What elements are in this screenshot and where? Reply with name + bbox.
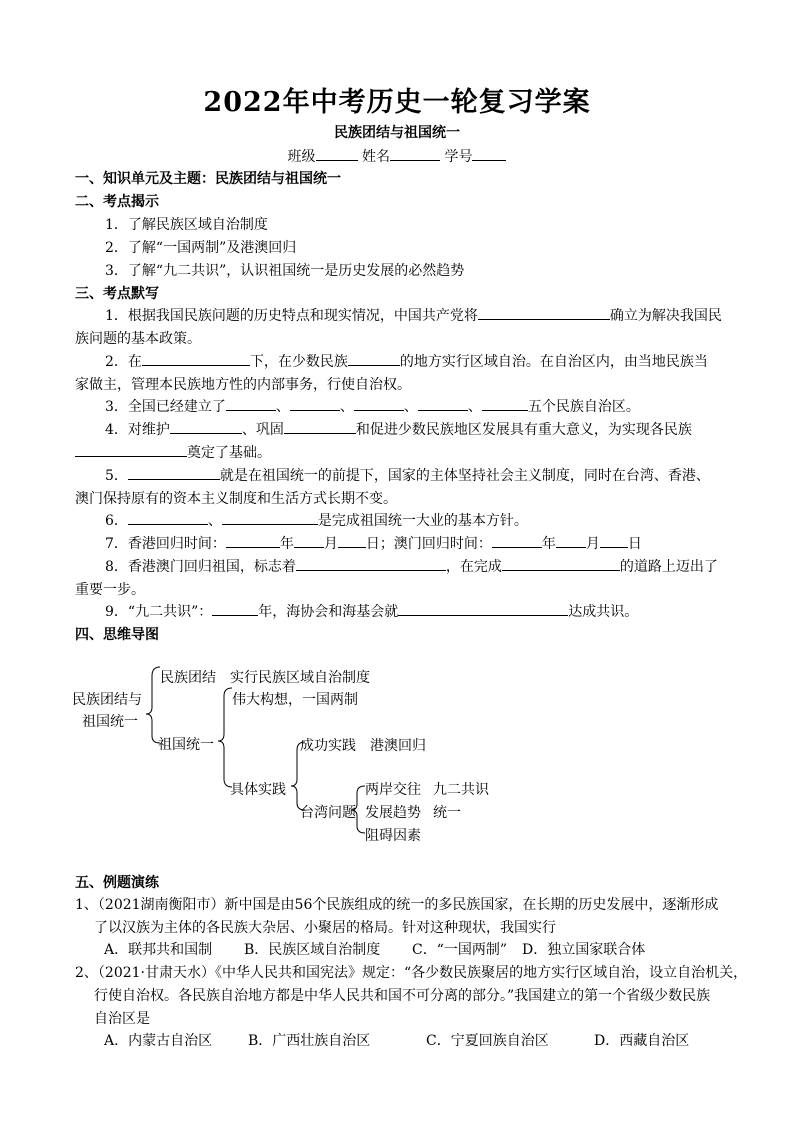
mindmap-success-detail: 港澳回归 <box>370 738 426 754</box>
fill-q5-cont: 澳门保持原有的资本主义制度和生活方式长期不变。 <box>75 491 397 507</box>
example-1-option-d: D．独立国家联合体 <box>522 942 646 958</box>
mindmap-root-line1: 民族团结与 <box>72 692 142 708</box>
mindmap-taiwan: 台湾问题 <box>300 805 356 821</box>
point-2: 2．了解“一国两制”及港澳回归 <box>105 240 297 256</box>
example-1-line1: 1、（2021湖南衡阳市）新中国是由56个民族组成的统一的多民族国家，在长期的历史发展中，逐渐形成 <box>75 897 719 913</box>
mindmap-t1-detail: 九二共识 <box>433 782 489 798</box>
page-subtitle: 民族团结与祖国统一 <box>334 125 460 141</box>
fill-q3: 3．全国已经建立了 、 、 、 、 五个民族自治区。 <box>105 399 640 415</box>
fill-q7: 7．香港回归时间： 年 月 日；澳门回归时间： 年 月 日 <box>105 536 642 552</box>
point-1: 1．了解民族区域自治制度 <box>105 217 268 233</box>
example-1-option-b: B．民族区域自治制度 <box>244 942 381 958</box>
example-1-option-c: C．“一国两制” <box>412 942 508 958</box>
fill-q2-cont: 家做主，管理本民族地方性的内部事务，行使自治权。 <box>75 377 411 393</box>
mindmap-t2-detail: 统一 <box>433 805 461 821</box>
mindmap-t3: 阻碍因素 <box>365 828 421 844</box>
example-1-option-a: A．联邦共和国制 <box>104 942 213 958</box>
fill-q5: 5． 就是在祖国统一的前提下，国家的主体坚持社会主义制度，同时在台湾、香港、 <box>105 468 710 484</box>
mindmap-unity: 民族团结 <box>160 670 216 686</box>
fill-q4: 4．对维护 、巩固 和促进少数民族地区发展具有重大意义，为实现各民族 <box>105 422 692 438</box>
mindmap-concept: 伟大构想，一国两制 <box>232 692 358 708</box>
fill-q4-cont: 奠定了基础。 <box>75 442 723 462</box>
id-label: 学号 <box>444 149 473 165</box>
example-2-line3: 自治区是 <box>94 1011 150 1027</box>
fill-q6: 6． 、 是完成祖国统一大业的基本方针。 <box>105 513 528 529</box>
fill-q9: 9．“九二共识”： 年，海协会和海基会就 达成共识。 <box>105 604 639 620</box>
point-3: 3．了解“九二共识”，认识祖国统一是历史发展的必然趋势 <box>105 263 465 279</box>
section-4-heading: 四、思维导图 <box>75 627 159 643</box>
mindmap-t1: 两岸交往 <box>365 782 421 798</box>
example-2-option-d: D．西藏自治区 <box>594 1033 690 1049</box>
mindmap-practice: 具体实践 <box>230 782 286 798</box>
mindmap-root-line2: 祖国统一 <box>82 714 138 730</box>
example-1-line2: 了以汉族为主体的各民族大杂居、小聚居的格局。针对这种现状，我国实行 <box>94 920 556 936</box>
mindmap-t2: 发展趋势 <box>365 805 421 821</box>
section-1-heading: 一、知识单元及主题：民族团结与祖国统一 <box>75 171 341 187</box>
name-label: 姓名 <box>362 149 390 165</box>
example-2-line2: 行使自治权。各民族自治地方都是中华人民共和国不可分离的部分。”我国建立的第一个省级少数民族 <box>94 988 711 1004</box>
example-2-line1: 2、（2021·甘肃天水）《中华人民共和国宪法》规定：“各少数民族聚居的地方实行区域自治，设立自治机关， <box>75 965 748 981</box>
class-label: 班级 <box>287 149 316 165</box>
mindmap-success: 成功实践 <box>300 738 356 754</box>
section-5-heading: 五、例题演练 <box>75 875 159 891</box>
section-3-heading: 三、考点默写 <box>75 286 159 302</box>
mindmap-unity-detail: 实行民族区域自治制度 <box>230 670 370 686</box>
fill-q1: 1．根据我国民族问题的历史特点和现实情况，中国共产党将 确立为解决我国民 <box>105 308 722 324</box>
mindmap-reunify: 祖国统一 <box>158 737 214 753</box>
root-brace <box>146 667 160 743</box>
fill-q8-cont: 重要一步。 <box>75 582 145 598</box>
fill-q1-cont: 族问题的基本政策。 <box>75 331 201 347</box>
example-2-option-c: C．宁夏回族自治区 <box>426 1033 549 1049</box>
reunify-brace <box>218 688 232 787</box>
example-2-option-b: B．广西壮族自治区 <box>248 1033 371 1049</box>
example-2-option-a: A．内蒙古自治区 <box>104 1033 213 1049</box>
fill-q2: 2．在 下，在少数民族 的地方实行区域自治。在自治区内，由当地民族当 <box>105 354 708 370</box>
fill-q8: 8．香港澳门回归祖国，标志着 ，在完成 的道路上迈出了 <box>105 559 718 575</box>
page-title: 2022年中考历史一轮复习学案 <box>203 87 591 118</box>
section-2-heading: 二、考点揭示 <box>75 194 159 210</box>
